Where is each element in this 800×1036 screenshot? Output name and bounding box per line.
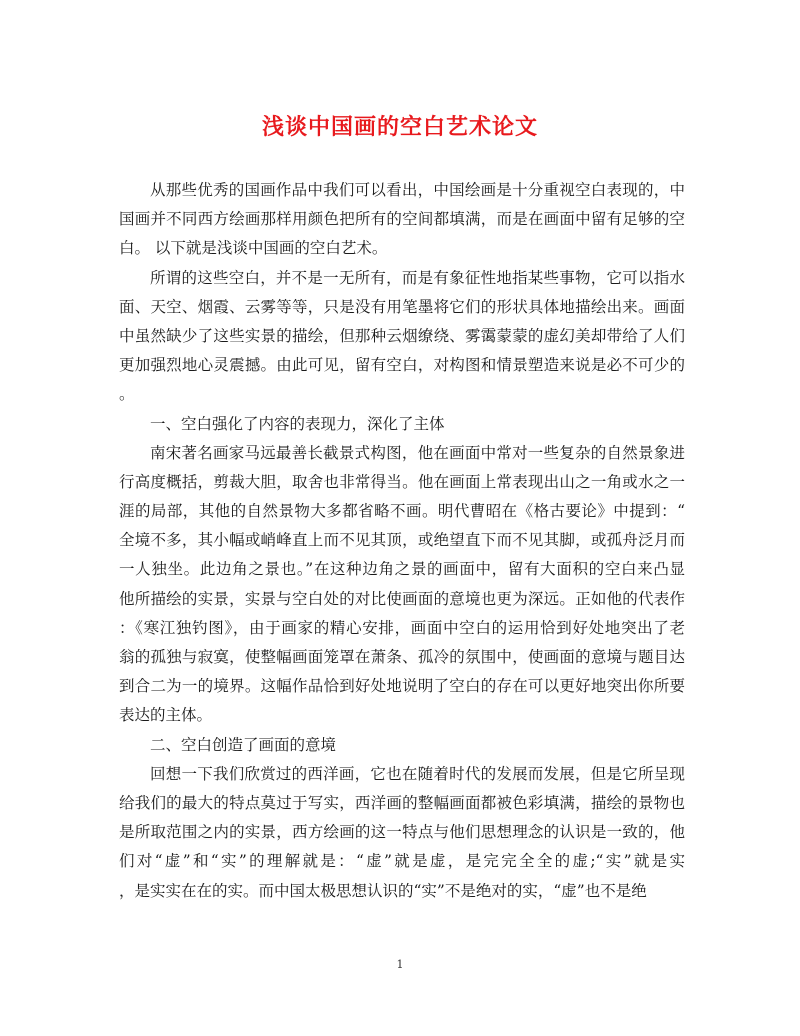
paragraph-line: 所谓的这些空白，并不是一无所有，而是有象征性地指某些事物，它可以指水 — [150, 268, 685, 287]
paragraph-line: 白。 以下就是浅谈中国画的空白艺术。 — [119, 239, 388, 258]
page-number: 1 — [396, 958, 404, 971]
paragraph-line: 一人独坐。此边角之景也。”在这种边角之景的画面中，留有大面积的空白来凸显 — [119, 560, 685, 579]
paragraph — [119, 410, 685, 439]
paragraph-line: 更加强烈地心灵震撼。由此可见，留有空白，对构图和情景塑造来说是必不可少的 — [119, 356, 685, 375]
paragraph-line: 中虽然缺少了这些实景的描绘，但那种云烟缭绕、雾霭蒙蒙的虚幻美却带给了人们 — [119, 326, 685, 345]
paragraph — [119, 731, 685, 760]
paragraph — [119, 439, 685, 731]
paragraph-line: 们对“虚”和“实”的理解就是：“虚”就是虚，是完完全全的虚;“实”就是实 — [119, 852, 685, 871]
paragraph-line: ，是实实在在的实。而中国太极思想认识的“实”不是绝对的实，“虚”也不是绝 — [119, 881, 647, 900]
paragraph — [119, 760, 685, 906]
paragraph-line: 全境不多，其小幅或峭峰直上而不见其顶，或绝望直下而不见其脚，或孤舟泛月而 — [119, 531, 685, 550]
paragraph-line: 到合二为一的境界。这幅作品恰到好处地说明了空白的存在可以更好地突出你所要 — [119, 677, 685, 696]
paragraph — [119, 264, 685, 410]
paragraph-line: 他所描绘的实景，实景与空白处的对比使画面的意境也更为深远。正如他的代表作 — [119, 589, 685, 608]
paragraph-line: 给我们的最大的特点莫过于写实，西洋画的整幅画面都被色彩填满，描绘的景物也 — [119, 793, 685, 812]
document-title: 浅谈中国画的空白艺术论文 — [261, 114, 538, 140]
paragraph-line: 面、天空、烟霞、云雾等等，只是没有用笔墨将它们的形状具体地描绘出来。画面 — [119, 297, 685, 316]
paragraph-line: 国画并不同西方绘画那样用颜色把所有的空间都填满，而是在画面中留有足够的空 — [119, 210, 685, 229]
paragraph-line: 表达的主体。 — [119, 706, 213, 725]
document-body — [119, 176, 685, 906]
paragraph-line: 南宋著名画家马远最善长截景式构图，他在画面中常对一些复杂的自然景象进 — [150, 443, 685, 462]
paragraph-line: 从那些优秀的国画作品中我们可以看出，中国绘画是十分重视空白表现的，中 — [150, 181, 685, 199]
paragraph-line: 一、空白强化了内容的表现力，深化了主体 — [150, 414, 445, 433]
paragraph-line: 。 — [119, 385, 135, 404]
paragraph — [119, 176, 685, 264]
paragraph-line: 涯的局部，其他的自然景物大多都省略不画。明代曹昭在《格古要论》中提到：“ — [119, 502, 685, 521]
paragraph-line: 是所取范围之内的实景，西方绘画的这一特点与他们思想理念的认识是一致的，他 — [119, 823, 685, 842]
paragraph-line: 二、空白创造了画面的意境 — [150, 735, 337, 754]
paragraph-line: 回想一下我们欣赏过的西洋画，它也在随着时代的发展而发展，但是它所呈现 — [150, 764, 685, 783]
paragraph-line: ：《寒江独钓图》，由于画家的精心安排，画面中空白的运用恰到好处地突出了老 — [119, 618, 685, 637]
paragraph-line: 翁的孤独与寂寞，使整幅画面笼罩在萧条、孤冷的氛围中，使画面的意境与题目达 — [119, 648, 685, 666]
paragraph-line: 行高度概括，剪裁大胆，取舍也非常得当。他在画面上常表现出山之一角或水之一 — [119, 472, 685, 491]
